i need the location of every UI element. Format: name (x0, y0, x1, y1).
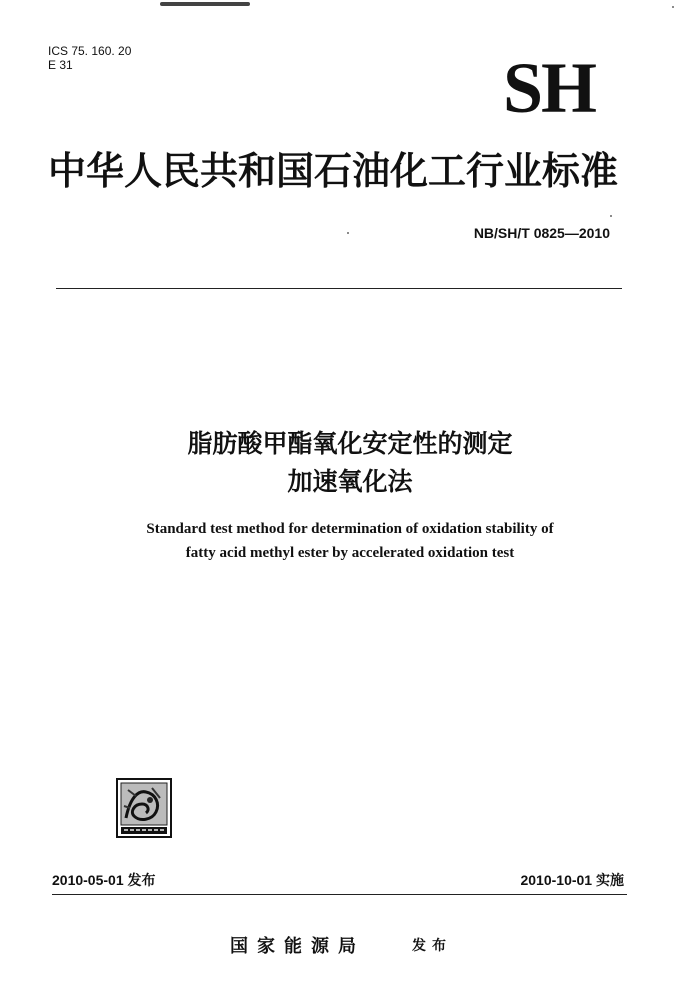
scan-speck (672, 6, 674, 8)
issue-date: 2010-05-01 发布 (52, 872, 156, 888)
classification-code: E 31 (48, 58, 73, 72)
zh-title-line2: 加速氧化法 (287, 467, 413, 496)
publisher-action: 发布 (412, 938, 452, 954)
footer-divider (52, 894, 627, 895)
sh-logo: SH (502, 48, 595, 128)
scan-artifact (160, 2, 250, 6)
implementation-date: 2010-10-01 实施 (520, 872, 624, 888)
standard-number: NB/SH/T 0825—2010 (473, 225, 610, 241)
en-title-line1: Standard test method for determination of oxidation stability of (146, 521, 554, 537)
publisher-seal-icon (116, 778, 172, 838)
publisher-name: 国家能源局 (230, 936, 365, 957)
ics-block (48, 44, 131, 72)
scan-speck (610, 215, 612, 217)
scan-speck (347, 232, 349, 234)
ics-code: ICS 75. 160. 20 (48, 44, 132, 58)
header-divider (56, 288, 622, 289)
standard-category-title: 中华人民共和国石油化工行业标准 (48, 149, 619, 193)
en-title-line2: fatty acid methyl ester by accelerated oxidation test (185, 545, 515, 561)
zh-title-line1: 脂肪酸甲酯氧化安定性的测定 (187, 429, 513, 458)
